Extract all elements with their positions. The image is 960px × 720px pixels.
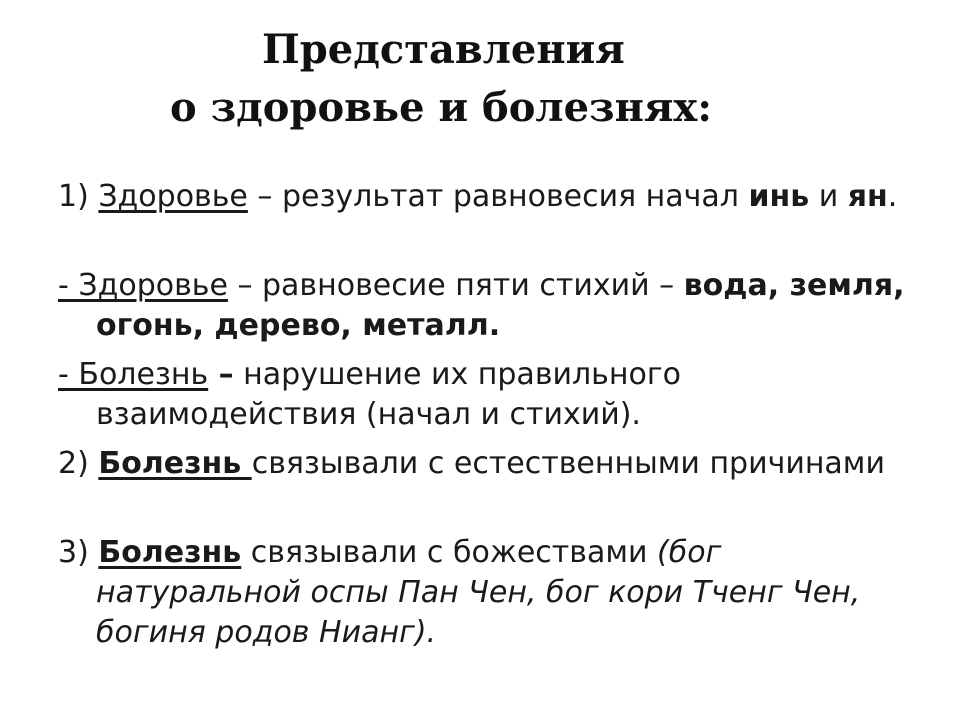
slide-title-line-1: Представления — [262, 26, 625, 73]
item-5-term: Болезнь — [98, 535, 242, 570]
item-5-deities: (бог натуральной оспы Пан Чен, бог кори Тченг Чен, богиня родов Нианг). — [96, 535, 861, 650]
item-4-number: 2) — [58, 446, 99, 481]
list-item-4 — [58, 444, 918, 484]
item-4-term: Болезнь — [98, 446, 252, 481]
item-3-text: нарушение их правильного взаимодействия (начал и стихий). — [96, 357, 681, 432]
item-1-yin: инь — [748, 179, 810, 214]
item-3-dash: – — [208, 357, 234, 392]
item-2-elements: вода, земля, огонь, дерево, металл. — [96, 268, 905, 343]
item-1-and: и — [809, 179, 848, 214]
item-4-text: связывали с естественными причинами — [251, 446, 885, 481]
list-item-1 — [58, 177, 918, 217]
item-5-text: связывали с божествами — [241, 535, 658, 570]
item-3-term: - Болезнь — [58, 357, 209, 392]
item-1-term: Здоровье — [98, 179, 248, 214]
item-1-yang: ян — [847, 179, 888, 214]
item-1-end: . — [887, 179, 898, 214]
item-5-number: 3) — [58, 535, 99, 570]
item-2-term: - Здоровье — [58, 268, 228, 303]
item-1-number: 1) — [58, 179, 99, 214]
list-item-5 — [58, 533, 918, 653]
item-2-text: – равновесие пяти стихий – — [227, 268, 684, 303]
list-item-3 — [58, 355, 918, 435]
item-1-text: – результат равновесия начал — [247, 179, 749, 214]
list-item-2 — [58, 266, 918, 346]
slide-title-line-2: о здоровье и болезнях: — [170, 84, 713, 131]
